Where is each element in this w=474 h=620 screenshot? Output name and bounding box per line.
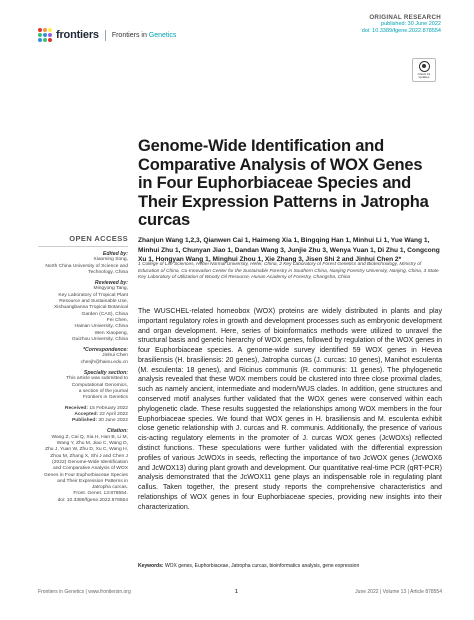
accepted-label: Accepted: (74, 411, 99, 417)
article-type: ORIGINAL RESEARCH (369, 14, 441, 21)
check-for-updates-label: Check for updates (417, 71, 431, 79)
affiliations: 1 College of Life Sciences, Hebei Normal University, Hefei, China, 2 Key Laboratory of Forest Genetics and Biotechnology, Ministry of Education of China, Co-Innovation Center for the Sustainable Forestry in Southern China, Nanjing Forestry University, Nanjing, China, 3 State Key Laboratory of Utilization of Woody Oil Resource, Hunan Academy of Forestry, Changsha, China (138, 262, 439, 281)
published-date-sidebar (30, 418, 128, 424)
sidebar-divider (38, 246, 128, 247)
keywords-label: Keywords: (138, 563, 164, 569)
journal-prefix: Frontiers in (111, 31, 149, 39)
footer-journal-link[interactable]: Frontiers in Genetics | www.frontiersin.org (38, 589, 131, 595)
reviewed-by-text: Mingyong Tang, Key Laboratory of Tropical Plant Resource and Sustainable Use, Xishuangbanna Tropical Botanical Garden (CAS), China Fei Chen, Hainan University, China Wen Xiaopeng, Guizhou University, China (54, 286, 128, 342)
edited-by-heading: Edited by: (102, 251, 128, 257)
check-for-updates-button[interactable] (412, 58, 436, 82)
frontiers-logo[interactable] (38, 28, 176, 42)
accepted-value: 22 April 2022 (98, 411, 128, 417)
published-label: Published: (71, 418, 97, 424)
page-number: 1 (235, 589, 238, 595)
specialty-heading: Specialty section: (83, 370, 128, 377)
logo-wordmark: frontiers (56, 29, 99, 41)
article-sidebar (30, 251, 128, 504)
author-list: Zhanjun Wang 1,2,3, Qianwen Cai 1, Haimeng Xia 1, Bingqing Han 1, Minhui Li 1, Yue Wang 1, Minhui Zhu 1, Chunyan Jiao 1, Dandan Wang 3, Junjie Zhu 3, Wenya Yuan 1, Di Zhu 1, Congcong Xu 1, Hongyan Wang 1, Minghui Zhou 1, Xie Zhang 3, Jisen Shi 2 and Jinhui Chen 2* (138, 237, 440, 264)
abstract-text: The WUSCHEL-related homeobox (WOX) proteins are widely distributed in plants and play important regulatory roles in growth and development processes such as embryonic development and organ development. Here, series of bioinformatics methods were utilized to unravel the structural basis and genetic hierarchy of WOX genes, followed by regulation of the WOX genes in four Euphorbiaceae species. A genome-wide survey identified 59 WOX genes in Hevea brasiliensis (H. brasiliensis: 20 genes), Jatropha curcas (J. curcas: 10 genes), Manihot esculenta (M. esculenta: 18 genes), and Ricinus communis (R. communis: 11 genes). The phylogenetic analysis revealed that these WOX members could be clustered into three close proximal clades, such as namely ancient, intermediate and modern/WUS clades. In addition, gene structures and conserved motif analyses further validated that the WOX genes were conserved within each phylogenetic clade. These results suggested the relationships among WOX members in the four Euphorbiaceae species. We found that WOX genes in H. brasiliensis and M. esculenta exhibit close genetic relationship with J. curcas and R. communis. Additionally, the presence of various cis-acting regulatory elements in the promoter of J. curcas WOX genes (JcWOXs) reflected distinct functions. These speculations were further validated with the differential expression profiles of various JcWOXs in seeds, reflecting the importance of two JcWOX genes (JcWOX6 and JcWOX13) during plant growth and development. Our quantitative real-time PCR (qRT-PCR) analysis demonstrated that the JcWOX11 gene plays an indispensable role in regulating plant callus. Taken together, the present study reports the comprehensive characteristics and relationships of WOX genes in four Euphorbiaceae species, providing new insights into their characterization. (138, 308, 442, 511)
published-value: 30 June 2022 (96, 418, 128, 424)
correspondence-text[interactable]: Jinhui Chen chenjh@hainu.edu.cn (80, 353, 128, 365)
logo-divider (105, 30, 106, 41)
check-for-updates-icon (419, 61, 430, 72)
citation-text: Wang Z, Cai Q, Xia H, Han B, Li M, Wang Y, Zhu M, Jiao C, Wang D, Zhu J, Yuan W, Zhu D, Xu C, Wang H, Zhou M, Zhang X, Shi J and Chen J (2022) Genome-Wide Identification and Comparative Analysis of WOX Genes in Four Euphorbiaceae Species and Their Expression Patterns in Jatropha curcas. Front. Genet. 13:878554. doi: 10.3389/fgene.2022.878554 (43, 434, 128, 503)
edited-by-text: Xiaoming Song, North China University of Science and Technology, China (45, 257, 128, 275)
keywords (138, 563, 442, 570)
article-meta (362, 14, 441, 35)
published-date: published: 30 June 2022 (381, 21, 441, 27)
journal-name (112, 32, 177, 39)
frontiers-logo-icon (38, 28, 52, 42)
open-access-label: OPEN ACCESS (69, 234, 128, 243)
correspondence-heading: *Correspondence: (83, 347, 128, 354)
dates-block (30, 406, 128, 425)
page-header (0, 0, 474, 79)
article-title: Genome-Wide Identification and Comparative Analysis of WOX Genes in Four Euphorbiaceae Species and Their Expression Patterns in Jatropha curcas (138, 137, 429, 230)
journal-name-highlight: Genetics (148, 31, 177, 39)
footer-issue-info: June 2022 | Volume 13 | Article 878554 (355, 589, 442, 595)
reviewed-by-heading: Reviewed by: (94, 280, 128, 287)
article-doi[interactable]: doi: 10.3389/fgene.2022.878554 (361, 28, 441, 34)
specialty-text: This article was submitted to Computational Genomics, a section of the journal Frontiers in Genetics (66, 376, 128, 401)
received-value: 15 February 2022 (88, 405, 128, 411)
received-label: Received: (64, 405, 89, 411)
keywords-text: WOX genes, Euphorbiaceae, Jatropha curcas, bioinformatics analysis, gene expression (163, 563, 360, 569)
citation-heading: Citation: (106, 428, 128, 435)
